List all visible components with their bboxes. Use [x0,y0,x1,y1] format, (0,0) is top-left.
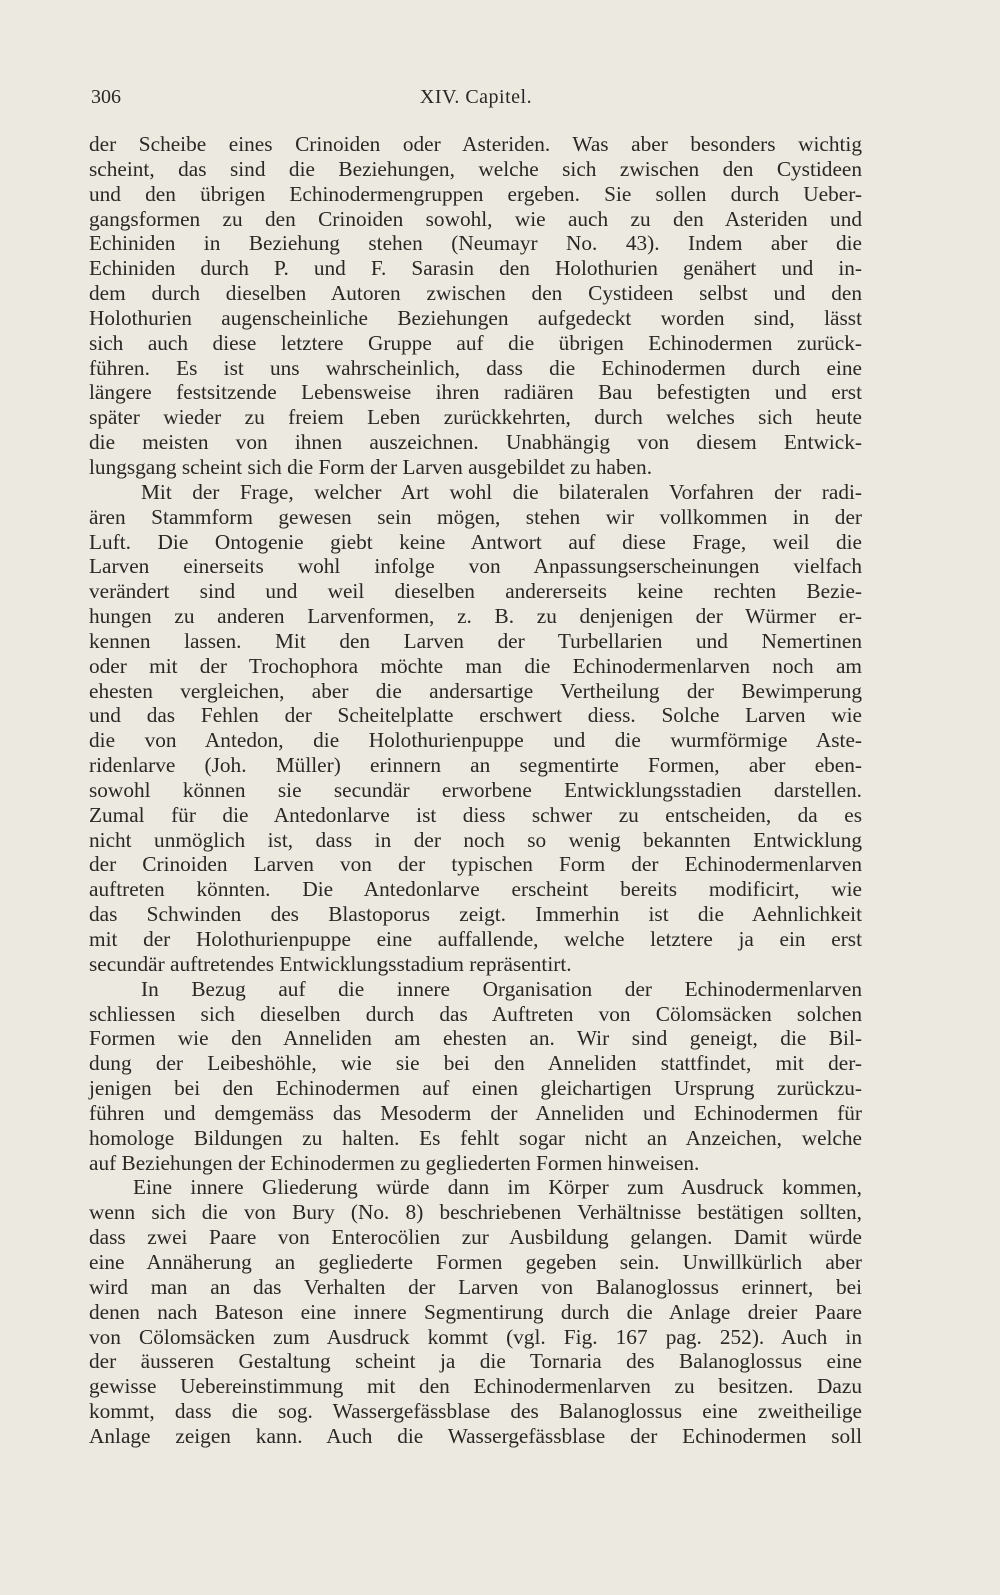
text-line: Eine innere Gliederung würde dann im Körper zum Ausdruck kommen, [133,1175,862,1200]
text-line: dung der Leibeshöhle, wie sie bei den Anneliden stattfindet, mit der- [89,1051,862,1076]
text-line: gewisse Uebereinstimmung mit den Echinodermenlarven zu besitzen. Dazu [89,1374,862,1399]
text-line: ridenlarve (Joh. Müller) erinnern an segmentirte Formen, aber eben- [89,753,862,778]
text-line: eine Annäherung an gegliederte Formen gegeben sein. Unwillkürlich aber [89,1249,862,1274]
text-line: die meisten von ihnen auszeichnen. Unabhängig von diesem Entwick- [89,430,862,455]
text-line: wenn sich die von Bury (No. 8) beschriebenen Verhältnisse bestätigen sollten, [89,1200,862,1225]
text-line: sowohl können sie secundär erworbene Entwicklungsstadien darstellen. [89,777,862,802]
text-line: schliessen sich dieselben durch das Auftreten von Cölomsäcken solchen [89,1001,862,1026]
text-line: der Crinoiden Larven von der typischen Form der Echinodermenlarven [89,852,862,877]
text-line: und das Fehlen der Scheitelplatte erschwert diess. Solche Larven wie [89,703,862,728]
text-line: hungen zu anderen Larvenformen, z. B. zu denjenigen der Würmer er- [89,604,862,629]
text-line: längere festsitzende Lebensweise ihren radiären Bau befestigten und erst [89,380,862,405]
text-line: In Bezug auf die innere Organisation der Echinodermenlarven [141,976,862,1001]
body-text [89,132,862,1449]
text-line: führen und demgemäss das Mesoderm der Anneliden und Echinodermen für [89,1100,862,1125]
text-line: jenigen bei den Echinodermen auf einen gleichartigen Ursprung zurückzu- [89,1076,862,1101]
text-line: später wieder zu freiem Leben zurückkehrten, durch welches sich heute [89,405,862,430]
text-line: Mit der Frage, welcher Art wohl die bilateralen Vorfahren der radi- [141,479,862,504]
text-line: kommt, dass die sog. Wassergefässblase des Balanoglossus eine zweitheilige [89,1399,862,1424]
text-line: und den übrigen Echinodermengruppen ergeben. Sie sollen durch Ueber- [89,181,862,206]
text-line: auftreten könnten. Die Antedonlarve erscheint bereits modificirt, wie [89,877,862,902]
text-line: Anlage zeigen kann. Auch die Wassergefässblase der Echinodermen soll [89,1423,862,1448]
text-line: Formen wie den Anneliden am ehesten an. Wir sind geneigt, die Bil- [89,1026,862,1051]
page-header [91,86,861,116]
text-line: scheint, das sind die Beziehungen, welche sich zwischen den Cystideen [89,156,862,181]
text-line: homologe Bildungen zu halten. Es fehlt sogar nicht an Anzeichen, welche [89,1125,862,1150]
text-line: dass zwei Paare von Enterocölien zur Ausbildung gelangen. Damit würde [89,1225,862,1250]
text-line: Echiniden durch P. und F. Sarasin den Holothurien genähert und in- [89,256,862,281]
text-line: die von Antedon, die Holothurienpuppe und die wurmförmige Aste- [89,728,862,753]
text-line: das Schwinden des Blastoporus zeigt. Immerhin ist die Aehnlichkeit [89,902,862,927]
running-head: XIV. Capitel. [419,86,533,108]
text-line: lungsgang scheint sich die Form der Larven ausgebildet zu haben. [89,454,653,479]
text-line: führen. Es ist uns wahrscheinlich, dass die Echinodermen durch eine [89,355,862,380]
text-line: kennen lassen. Mit den Larven der Turbellarien und Nemertinen [89,628,862,653]
text-line: der äusseren Gestaltung scheint ja die Tornaria des Balanoglossus eine [89,1349,862,1374]
text-line: gangsformen zu den Crinoiden sowohl, wie auch zu den Asteriden und [89,206,862,231]
text-line: Echiniden in Beziehung stehen (Neumayr No. 43). Indem aber die [89,231,862,256]
text-line: secundär auftretendes Entwicklungsstadium repräsentirt. [89,951,572,976]
text-line: Larven einerseits wohl infolge von Anpassungserscheinungen vielfach [89,554,862,579]
text-line: wird man an das Verhalten der Larven von Balanoglossus erinnert, bei [89,1274,862,1299]
text-line: Luft. Die Ontogenie giebt keine Antwort auf diese Frage, weil die [89,529,862,554]
text-line: Zumal für die Antedonlarve ist diess schwer zu entscheiden, da es [89,802,862,827]
text-line: oder mit der Trochophora möchte man die Echinodermenlarven noch am [89,653,862,678]
text-line: denen nach Bateson eine innere Segmentirung durch die Anlage dreier Paare [89,1299,862,1324]
text-line: ären Stammform gewesen sein mögen, stehen wir vollkommen in der [89,504,862,529]
text-line: verändert sind und weil dieselben andererseits keine rechten Bezie- [89,579,862,604]
text-line: dem durch dieselben Autoren zwischen den Cystideen selbst und den [89,281,862,306]
text-line: von Cölomsäcken zum Ausdruck kommt (vgl. Fig. 167 pag. 252). Auch in [89,1324,862,1349]
page-number: 306 [91,86,121,108]
text-line: ehesten vergleichen, aber die andersartige Vertheilung der Bewimperung [89,678,862,703]
text-line: Holothurien augenscheinliche Beziehungen aufgedeckt worden sind, lässt [89,305,862,330]
text-line: der Scheibe eines Crinoiden oder Asteriden. Was aber besonders wichtig [89,132,862,156]
text-line: nicht unmöglich ist, dass in der noch so wenig bekannten Entwicklung [89,827,862,852]
text-line: auf Beziehungen der Echinodermen zu gegliederten Formen hinweisen. [89,1150,700,1175]
text-line: mit der Holothurienpuppe eine auffallende, welche letztere ja ein erst [89,927,862,951]
text-line: sich auch diese letztere Gruppe auf die übrigen Echinodermen zurück- [89,330,862,355]
